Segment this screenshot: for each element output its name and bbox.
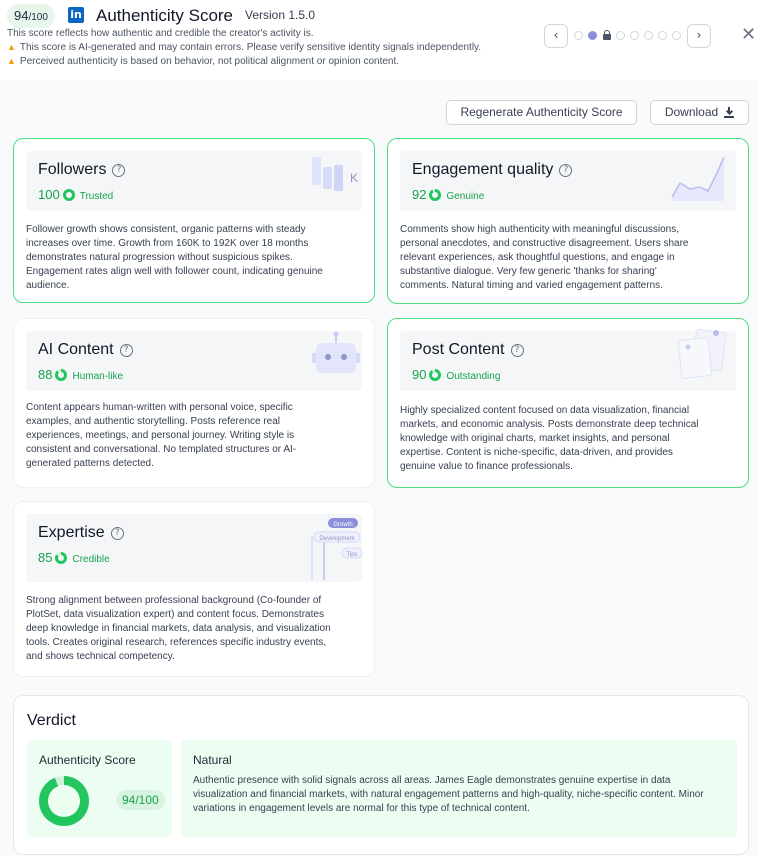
card-header bbox=[400, 151, 736, 211]
svg-text:Growth: Growth bbox=[333, 522, 353, 528]
chevron-left-icon: ‹ bbox=[553, 28, 559, 42]
close-icon[interactable]: ✕ bbox=[741, 24, 757, 45]
score-line bbox=[38, 550, 110, 565]
description-line: experiences, meetings, and personal journey. Writing style is bbox=[26, 430, 295, 441]
header-score-badge bbox=[7, 4, 55, 28]
help-icon[interactable]: ? bbox=[120, 344, 133, 357]
help-icon[interactable]: ? bbox=[111, 527, 124, 540]
card-title-text: Post Content bbox=[412, 341, 505, 358]
page-title: Authenticity Score bbox=[96, 6, 234, 25]
description-line: Content appears human-written with personal voice, specific bbox=[26, 402, 293, 413]
score-ring-icon bbox=[55, 552, 67, 564]
warning-icon: ▲ bbox=[7, 56, 16, 66]
description-line: Highly specialized content focused on data visualization, financial bbox=[400, 405, 690, 416]
description-line: Strong alignment between professional background (Co-founder of bbox=[26, 595, 322, 606]
card-description bbox=[400, 223, 736, 293]
chevron-right-icon: › bbox=[696, 28, 702, 42]
score-label: Human-like bbox=[72, 371, 124, 382]
description-line: knowledge with original charts, market insights, and personal bbox=[400, 433, 670, 444]
description-line: and shows technical competency. bbox=[26, 651, 175, 662]
svg-text:Development: Development bbox=[319, 536, 355, 542]
card-title bbox=[38, 161, 125, 179]
posts-illustration bbox=[674, 325, 730, 385]
score-ring-icon bbox=[429, 189, 441, 201]
description-line: consistent and conversational. No templated structures or AI- bbox=[26, 444, 297, 455]
followers-card bbox=[13, 138, 375, 303]
next-button[interactable] bbox=[687, 24, 711, 48]
warning-icon: ▲ bbox=[7, 42, 16, 52]
score-ring-icon bbox=[429, 369, 441, 381]
card-title-text: Expertise bbox=[38, 524, 105, 541]
help-icon[interactable]: ? bbox=[112, 164, 125, 177]
post-content-card bbox=[387, 318, 749, 488]
verdict-result-title: Natural bbox=[193, 753, 232, 767]
score-ring-icon bbox=[39, 776, 89, 826]
followers-illustration-k: K bbox=[350, 171, 359, 185]
robot-icon bbox=[310, 331, 362, 381]
card-header bbox=[400, 331, 736, 391]
verdict-score-panel bbox=[27, 740, 172, 837]
pager-dots bbox=[574, 31, 684, 41]
score-line bbox=[38, 367, 123, 382]
description-line: expertise. Content is niche-specific, data-driven, and provides bbox=[400, 447, 673, 458]
verdict-result-panel bbox=[181, 740, 737, 837]
pager-dot[interactable] bbox=[574, 31, 583, 40]
pager-dot[interactable] bbox=[658, 31, 667, 40]
expertise-illustration bbox=[298, 516, 364, 580]
description-line: Comments show high authenticity with meaningful discussions, bbox=[400, 224, 680, 235]
download-icon bbox=[724, 107, 734, 117]
description-line: comments. Natural timing and varied engagement patterns. bbox=[400, 280, 663, 291]
version-label: Version 1.5.0 bbox=[245, 8, 316, 22]
help-icon[interactable]: ? bbox=[511, 344, 524, 357]
card-header bbox=[26, 331, 362, 391]
description-line: demonstrates natural progression without suspicious spikes. bbox=[26, 252, 293, 263]
help-icon[interactable]: ? bbox=[559, 164, 572, 177]
card-description bbox=[26, 401, 362, 471]
card-header bbox=[26, 514, 362, 582]
svg-text:Tips: Tips bbox=[346, 552, 358, 558]
download-label: Download bbox=[664, 105, 719, 119]
card-title bbox=[412, 161, 572, 179]
pager-dot-active[interactable] bbox=[588, 31, 597, 40]
pager-dot[interactable] bbox=[644, 31, 653, 40]
expertise-card bbox=[13, 501, 375, 677]
verdict-result-text: Authentic presence with solid signals across all areas. James Eagle demonstrates genuine expertise in data visualization and financial markets, with natural engagement patterns and high-quality, niche-specific content. Minor variations in engagement levels are normal for this type of technical content. bbox=[193, 775, 704, 814]
description-line: Follower growth shows consistent, organic patterns with steady bbox=[26, 224, 306, 235]
pager-dot[interactable] bbox=[616, 31, 625, 40]
card-description bbox=[26, 594, 362, 664]
description-line: increases over time. Growth from 160K to 192K over 18 months bbox=[26, 238, 309, 249]
description-line: substantive dialogue. Very few generic 'thanks for sharing' bbox=[400, 266, 657, 277]
followers-illustration bbox=[310, 155, 362, 195]
regenerate-button[interactable]: Regenerate Authenticity Score bbox=[446, 100, 637, 125]
description-line: tools. Creates original research, references specific industry events, bbox=[26, 637, 327, 648]
page-subtitle: This score reflects how authentic and credible the creator's activity is. bbox=[7, 28, 314, 39]
description-line: genuine value to finance professionals. bbox=[400, 461, 573, 472]
download-button[interactable] bbox=[650, 100, 749, 125]
description-line: personal anecdotes, and constructive disagreement. Users share bbox=[400, 238, 689, 249]
ai-content-card bbox=[13, 318, 375, 488]
score-ring-icon bbox=[63, 189, 75, 201]
previous-button[interactable] bbox=[544, 24, 568, 48]
description-line: audience. bbox=[26, 280, 70, 291]
header-score-denominator: /100 bbox=[28, 12, 48, 23]
score-label: Genuine bbox=[446, 191, 485, 202]
verdict-score-badge: 94/100 bbox=[116, 790, 165, 810]
pager-dot[interactable] bbox=[672, 31, 681, 40]
score-value: 88 bbox=[38, 367, 53, 382]
description-line: relevant experiences, ask thoughtful questions, and engage in bbox=[400, 252, 675, 263]
header-score-value: 94 bbox=[14, 8, 29, 23]
score-label: Outstanding bbox=[446, 371, 501, 382]
card-title-text: AI Content bbox=[38, 341, 114, 358]
score-label: Trusted bbox=[79, 191, 114, 202]
card-description bbox=[26, 223, 362, 293]
score-line bbox=[412, 367, 500, 382]
main-content bbox=[0, 80, 758, 856]
description-line: generated patterns detected. bbox=[26, 458, 154, 469]
score-label: Credible bbox=[72, 554, 110, 565]
warning-line bbox=[7, 56, 399, 67]
score-value: 85 bbox=[38, 550, 53, 565]
warning-line bbox=[7, 42, 481, 53]
card-title bbox=[38, 524, 124, 542]
score-ring-icon bbox=[55, 369, 67, 381]
description-line: PlotSet, data visualization expert) and content focus. Demonstrates bbox=[26, 609, 324, 620]
score-value: 90 bbox=[412, 367, 427, 382]
warning-text: Perceived authenticity is based on behavior, not political alignment or opinion content. bbox=[19, 56, 400, 67]
card-header bbox=[26, 151, 362, 211]
lock-icon bbox=[603, 30, 611, 40]
warning-text: This score is AI-generated and may contain errors. Please verify sensitive identity signals independently. bbox=[19, 42, 482, 53]
header bbox=[0, 0, 758, 80]
linkedin-icon: in bbox=[68, 7, 84, 23]
verdict-section bbox=[13, 695, 749, 855]
card-title bbox=[38, 341, 133, 359]
pager-dot[interactable] bbox=[630, 31, 639, 40]
score-line bbox=[412, 187, 484, 202]
card-description bbox=[400, 404, 736, 474]
engagement-chart-illustration bbox=[670, 153, 726, 201]
verdict-title: Verdict bbox=[27, 712, 76, 729]
score-line bbox=[38, 187, 113, 202]
verdict-score-title: Authenticity Score bbox=[39, 753, 136, 767]
description-line: deep knowledge in financial markets, data analysis, and visualization bbox=[26, 623, 331, 634]
description-line: markets, and economic analysis. Posts demonstrate deep technical bbox=[400, 419, 699, 430]
description-line: examples, and authentic storytelling. Posts reference real bbox=[26, 416, 281, 427]
score-value: 100 bbox=[38, 187, 60, 202]
description-line: Engagement rates align well with follower count, indicating genuine bbox=[26, 266, 323, 277]
card-title bbox=[412, 341, 524, 359]
card-title-text: Followers bbox=[38, 161, 107, 178]
score-value: 92 bbox=[412, 187, 427, 202]
engagement-card bbox=[387, 138, 749, 304]
card-title-text: Engagement quality bbox=[412, 161, 554, 178]
